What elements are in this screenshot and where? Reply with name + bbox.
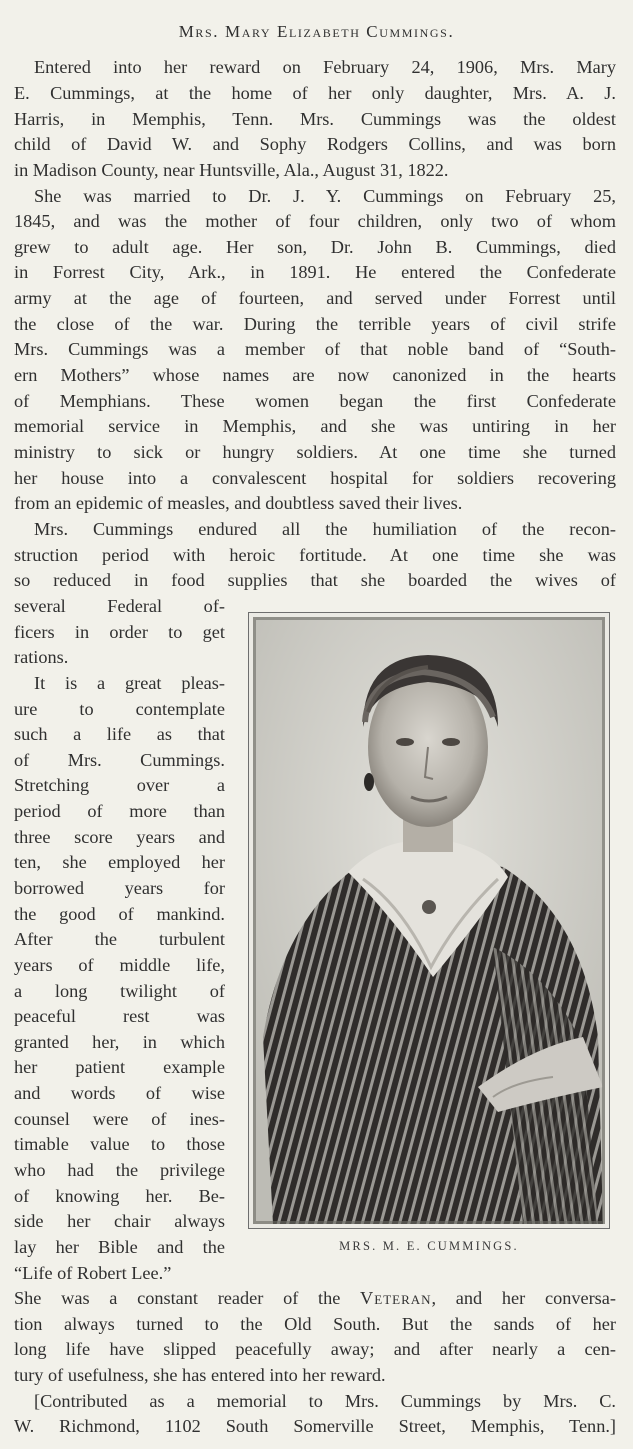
paragraph-line: years of middle life, <box>14 955 225 975</box>
article-title: Mrs. Mary Elizabeth Cummings. <box>178 22 455 41</box>
photo-caption: MRS. M. E. CUMMINGS. <box>339 1239 519 1253</box>
paragraph-line: rations. <box>14 647 69 667</box>
paragraph-line: struction period with heroic fortitude. At one time she was <box>14 545 616 565</box>
paragraph-line: ten, she employed her <box>14 852 225 872</box>
paragraph-line: her house into a convalescent hospital for soldiers recovering <box>14 468 616 488</box>
paragraph-line: lay her Bible and the <box>14 1237 225 1257</box>
paragraph-line: It is a great pleas- <box>34 673 225 693</box>
paragraph-line: E. Cummings, at the home of her only daughter, Mrs. A. J. <box>14 83 616 103</box>
portrait-photo <box>248 612 610 1229</box>
paragraph-line: three score years and <box>14 827 225 847</box>
portrait-image <box>253 617 605 1224</box>
veteran-title: Veteran <box>360 1288 432 1308</box>
paragraph-line: the close of the war. During the terrible years of civil strife <box>14 314 616 334</box>
paragraph-line: in Forrest City, Ark., in 1891. He entered the Confederate <box>14 262 616 282</box>
paragraph-line: granted her, in which <box>14 1032 225 1052</box>
paragraph-line: period of more than <box>14 801 225 821</box>
paragraph-line: She was married to Dr. J. Y. Cummings on February 25, <box>34 186 616 206</box>
paragraph-line: tury of usefulness, she has entered into her reward. <box>14 1365 386 1385</box>
paragraph-line: so reduced in food supplies that she boarded the wives of <box>14 570 616 590</box>
paragraph-line: ern Mothers” whose names are now canonized in the hearts <box>14 365 616 385</box>
paragraph-line: Mrs. Cummings was a member of that noble band of “South- <box>14 339 616 359</box>
paragraph-line: Mrs. Cummings endured all the humiliation of the recon- <box>34 519 616 539</box>
closing-text: She was a constant reader of the <box>14 1288 361 1308</box>
paragraph-line: ficers in order to get <box>14 622 225 642</box>
paragraph-line: and words of wise <box>14 1083 225 1103</box>
paragraph-line: timable value to those <box>14 1134 225 1154</box>
paragraph-line: peaceful rest was <box>14 1006 225 1026</box>
paragraph-line: memorial service in Memphis, and she was untiring in her <box>14 416 616 436</box>
contribution-note: [Contributed as a memorial to Mrs. Cummings by Mrs. C. <box>34 1391 616 1411</box>
paragraph-line <box>14 1286 616 1312</box>
contribution-note: W. Richmond, 1102 South Somerville Street, Memphis, Tenn.] <box>14 1416 616 1436</box>
paragraph-line: side her chair always <box>14 1211 225 1231</box>
paragraph-line: ministry to sick or hungry soldiers. At one time she turned <box>14 442 616 462</box>
paragraph-line: ure to contemplate <box>14 699 225 719</box>
paragraph-line: several Federal of- <box>14 596 225 616</box>
paragraph-line: tion always turned to the Old South. But the sands of her <box>14 1314 616 1334</box>
paragraph-line: counsel were of ines- <box>14 1109 225 1129</box>
paragraph-line: of Memphians. These women began the first Confederate <box>14 391 616 411</box>
paragraph-line: grew to adult age. Her son, Dr. John B. Cummings, died <box>14 237 616 257</box>
paragraph-line: her patient example <box>14 1057 225 1077</box>
paragraph-line: a long twilight of <box>14 981 225 1001</box>
paragraph-line: from an epidemic of measles, and doubtless saved their lives. <box>14 493 463 513</box>
paragraph-line: Stretching over a <box>14 775 225 795</box>
paragraph-line: the good of mankind. <box>14 904 225 924</box>
paragraph-line: borrowed years for <box>14 878 225 898</box>
paragraph-line: 1845, and was the mother of four children, only two of whom <box>14 211 616 231</box>
paragraph-line: After the turbulent <box>14 929 225 949</box>
paragraph-line: long life have slipped peacefully away; and after nearly a cen- <box>14 1339 616 1359</box>
closing-text: , and her conversa- <box>431 1288 617 1308</box>
paragraph-line: child of David W. and Sophy Rodgers Collins, and was born <box>14 134 616 154</box>
paragraph-line: army at the age of fourteen, and served under Forrest until <box>14 288 616 308</box>
paragraph-line: “Life of Robert Lee.” <box>14 1263 172 1283</box>
paragraph-line: Entered into her reward on February 24, 1906, Mrs. Mary <box>34 57 616 77</box>
paragraph-line: such a life as that <box>14 724 225 744</box>
paragraph-line: who had the privilege <box>14 1160 225 1180</box>
paragraph-line: in Madison County, near Huntsville, Ala., August 31, 1822. <box>14 160 449 180</box>
paragraph-line: Harris, in Memphis, Tenn. Mrs. Cummings was the oldest <box>14 109 616 129</box>
paragraph-line: of Mrs. Cummings. <box>14 750 225 770</box>
paragraph-line: of knowing her. Be- <box>14 1186 225 1206</box>
